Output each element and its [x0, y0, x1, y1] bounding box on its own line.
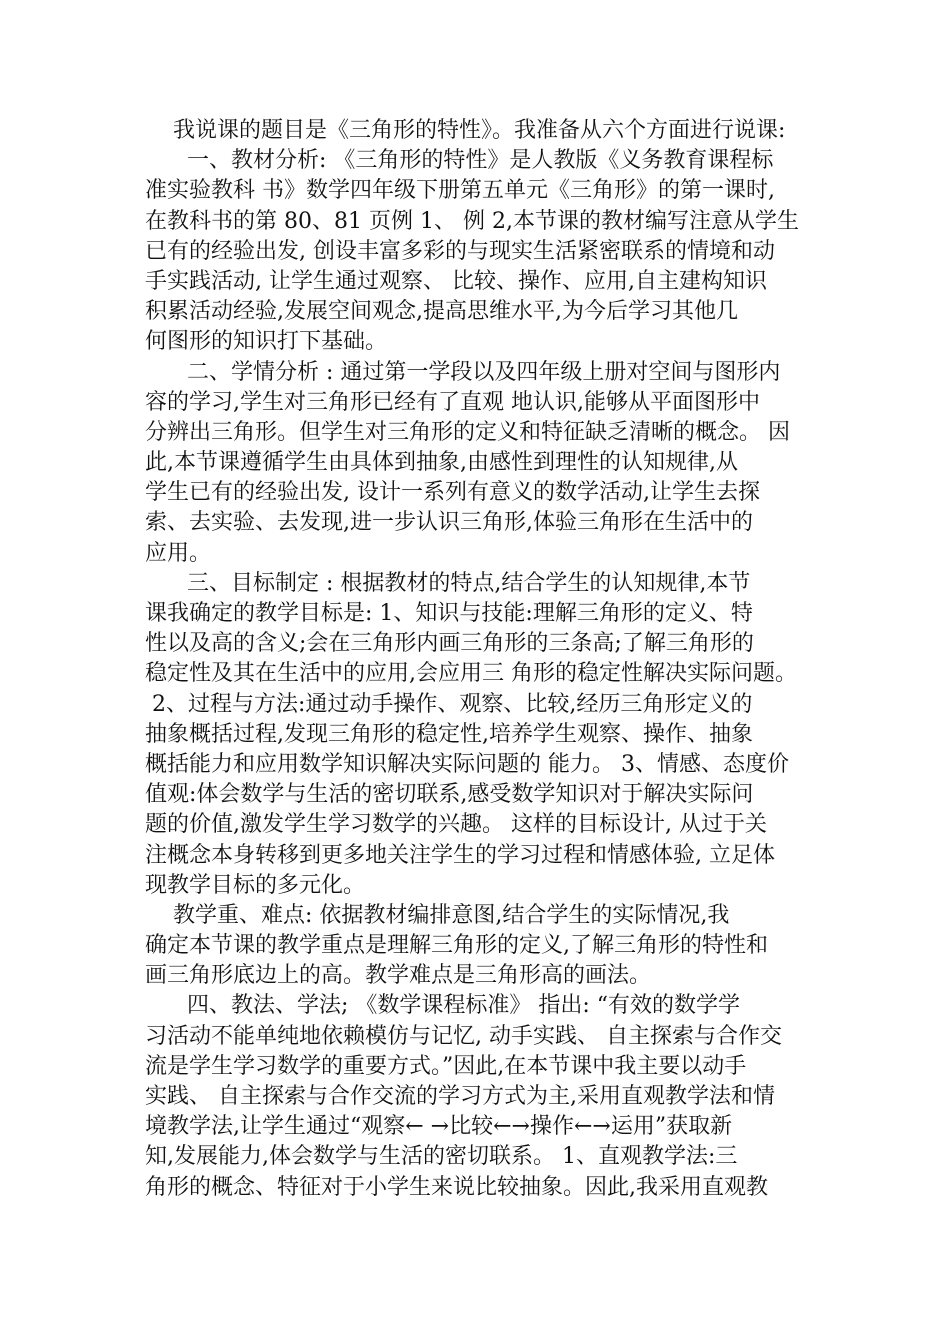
- text-line: 准实验教科 书》数学四年级下册第五单元《三角形》的第一课时,: [145, 178, 775, 204]
- text-line: 何图形的知识打下基础。: [145, 329, 388, 355]
- text-line: 二、学情分析 : 通过第一学段以及四年级上册对空间与图形内: [145, 359, 781, 385]
- text-line: 分辨出三角形。但学生对三角形的定义和特征缺乏清晰的概念。 因: [145, 419, 790, 445]
- text-line: 学生已有的经验出发, 设计一系列有意义的数学活动,让学生去探: [145, 480, 760, 506]
- text-line: 在教科书的第 80、81 页例 1、 例 2,本节课的教材编写注意从学生: [145, 208, 799, 234]
- text-line: 习活动不能单纯地依赖模仿与记忆, 动手实践、 自主探索与合作交: [145, 1023, 782, 1049]
- text-line: 确定本节课的教学重点是理解三角形的定义,了解三角形的特性和: [145, 933, 768, 959]
- text-line: 2、过程与方法:通过动手操作、观察、比较,经历三角形定义的: [145, 691, 753, 717]
- text-line: 现教学目标的多元化。: [145, 872, 366, 898]
- text-line: 已有的经验出发, 创设丰富多彩的与现实生活紧密联系的情境和动: [145, 238, 775, 264]
- text-line: 性以及高的含义;会在三角形内画三角形的三条高;了解三角形的: [145, 631, 754, 657]
- text-line: 稳定性及其在生活中的应用,会应用三 角形的稳定性解决实际问题。: [145, 661, 797, 687]
- text-line: 应用。: [145, 540, 212, 566]
- text-line: 四、教法、学法; 《数学课程标准》 指出: “有效的数学学: [145, 993, 741, 1019]
- text-line: 知,发展能力,体会数学与生活的密切联系。 1、直观教学法:三: [145, 1144, 738, 1170]
- text-line: 概括能力和应用数学知识解决实际问题的 能力。 3、情感、态度价: [145, 751, 789, 777]
- text-line: 抽象概括过程,发现三角形的稳定性,培养学生观察、操作、抽象: [145, 721, 753, 747]
- text-line: 我说课的题目是《三角形的特性》。我准备从六个方面进行说课:: [145, 118, 786, 143]
- document-body: [145, 116, 815, 1203]
- text-line: 流是学生学习数学的重要方式。”因此,在本节课中我主要以动手: [145, 1053, 747, 1079]
- text-line: 境教学法,让学生通过“观察← →比较←→操作←→运用”获取新: [145, 1114, 733, 1140]
- text-line: 积累活动经验,发展空间观念,提高思维水平,为今后学习其他几: [145, 299, 738, 325]
- text-line: 容的学习,学生对三角形已经有了直观 地认识,能够从平面图形中: [145, 389, 760, 415]
- text-line: 手实践活动, 让学生通过观察、 比较、操作、应用,自主建构知识: [145, 268, 767, 294]
- text-line: 此,本节课遵循学生由具体到抽象,由感性到理性的认知规律,从: [145, 450, 738, 476]
- text-line: 三、目标制定 : 根据教材的特点,结合学生的认知规律,本节: [145, 570, 751, 596]
- text-line: 教学重、难点: 依据教材编排意图,结合学生的实际情况,我: [145, 902, 730, 928]
- text-line: 索、去实验、去发现,进一步认识三角形,体验三角形在生活中的: [145, 510, 753, 536]
- text-line: 角形的概念、特征对于小学生来说比较抽象。因此,我采用直观教: [145, 1174, 768, 1200]
- text-line: 实践、 自主探索与合作交流的学习方式为主,采用直观教学法和情: [145, 1084, 775, 1109]
- text-line: 值观:体会数学与生活的密切联系,感受数学知识对于解决实际问: [145, 782, 754, 808]
- text-line: 注概念本身转移到更多地关注学生的学习过程和情感体验, 立足体: [145, 842, 775, 868]
- text-line: 画三角形底边上的高。教学难点是三角形高的画法。: [145, 963, 652, 989]
- text-line: 题的价值,激发学生学习数学的兴趣。 这样的目标设计, 从过于关: [145, 812, 767, 838]
- text-line: 课我确定的教学目标是: 1、知识与技能:理解三角形的定义、特: [145, 601, 753, 626]
- text-line: 一、教材分析: 《三角形的特性》是人教版《义务教育课程标: [145, 148, 774, 174]
